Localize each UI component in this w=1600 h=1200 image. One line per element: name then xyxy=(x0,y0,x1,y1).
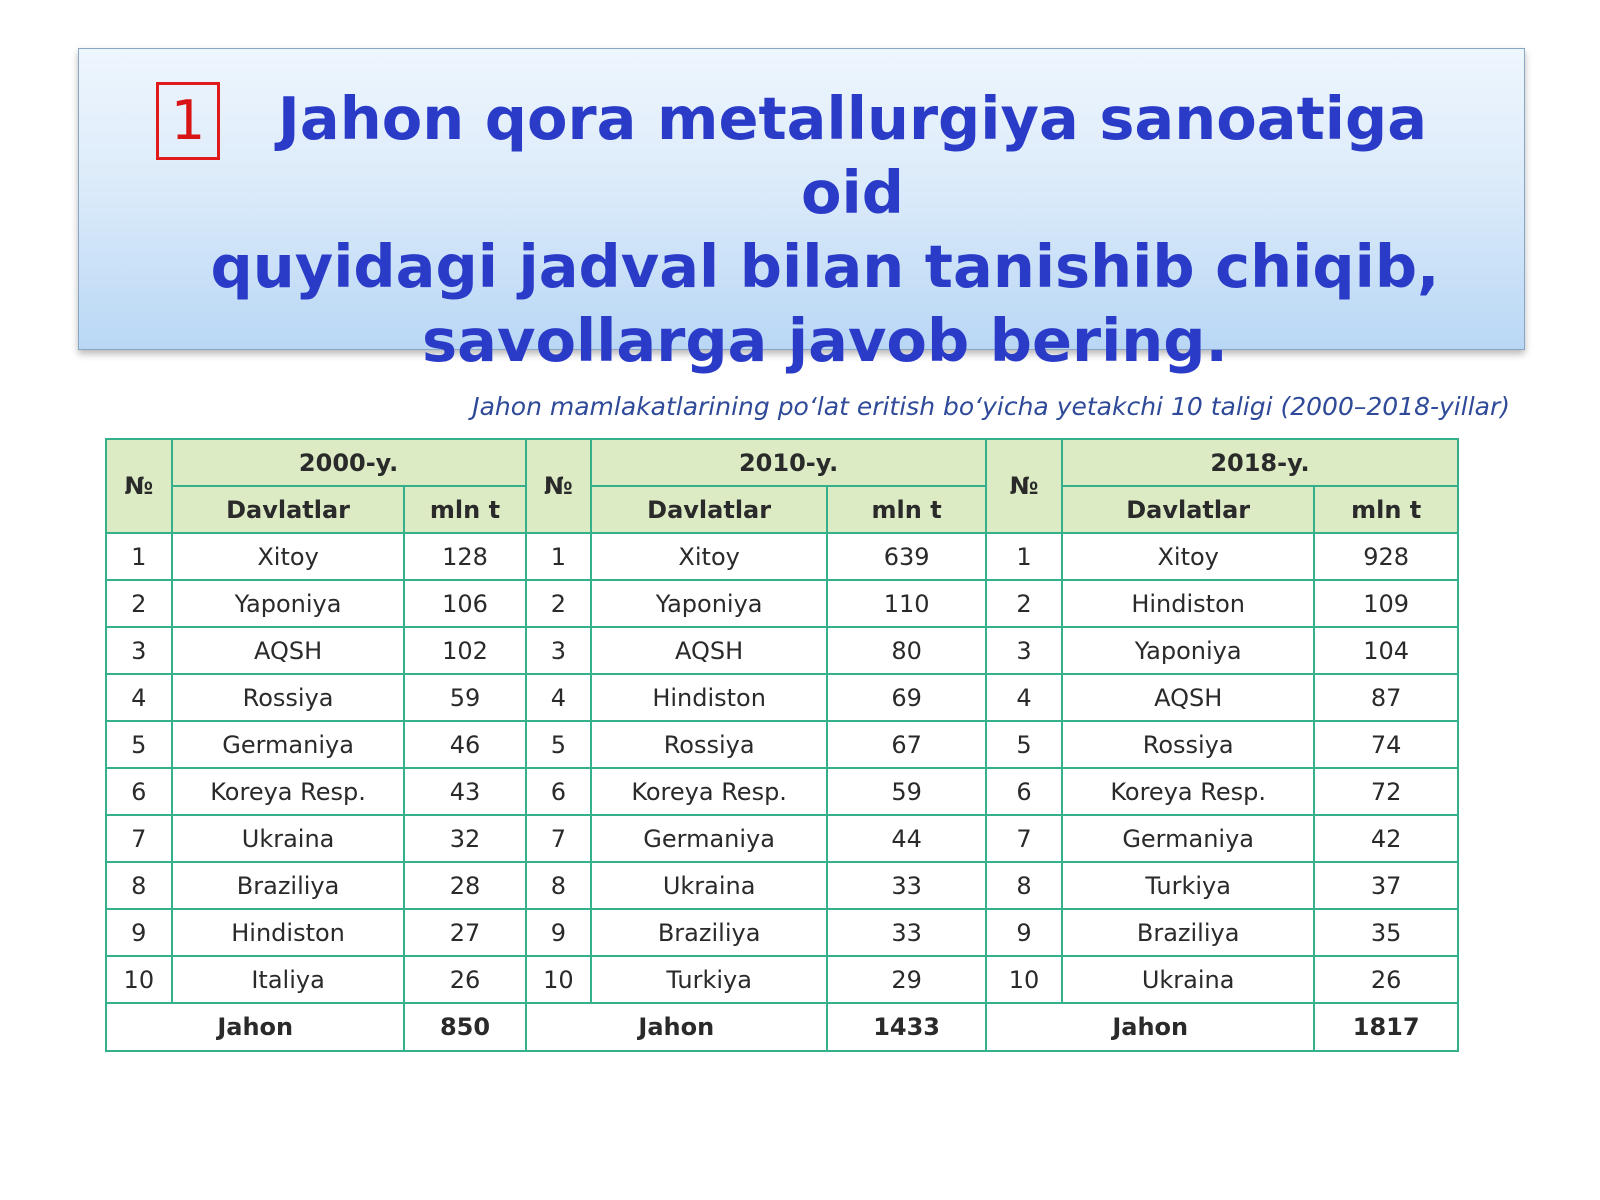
country-cell: Braziliya xyxy=(1062,909,1314,956)
task-title xyxy=(200,82,1450,378)
table-body xyxy=(106,533,1458,1003)
rank-cell: 8 xyxy=(106,862,172,909)
table-row xyxy=(106,956,1458,1003)
rank-cell: 1 xyxy=(526,533,592,580)
num-header: № xyxy=(986,439,1062,533)
country-header: Davlatlar xyxy=(172,486,405,533)
value-cell: 87 xyxy=(1314,674,1458,721)
country-cell: Rossiya xyxy=(591,721,827,768)
country-cell: Koreya Resp. xyxy=(1062,768,1314,815)
rank-cell: 5 xyxy=(986,721,1062,768)
country-cell: Rossiya xyxy=(172,674,405,721)
unit-header: mln t xyxy=(1314,486,1458,533)
country-cell: AQSH xyxy=(172,627,405,674)
country-cell: Germaniya xyxy=(172,721,405,768)
value-cell: 27 xyxy=(404,909,525,956)
value-cell: 106 xyxy=(404,580,525,627)
country-cell: Ukraina xyxy=(172,815,405,862)
year-header: 2018-y. xyxy=(1062,439,1458,486)
country-cell: Koreya Resp. xyxy=(591,768,827,815)
value-cell: 46 xyxy=(404,721,525,768)
rank-cell: 1 xyxy=(986,533,1062,580)
value-cell: 26 xyxy=(1314,956,1458,1003)
table-row xyxy=(106,768,1458,815)
table-row xyxy=(106,580,1458,627)
rank-cell: 10 xyxy=(986,956,1062,1003)
rank-cell: 2 xyxy=(986,580,1062,627)
rank-cell: 2 xyxy=(526,580,592,627)
country-cell: Hindiston xyxy=(172,909,405,956)
task-title-line: savollarga javob bering. xyxy=(422,306,1228,375)
country-cell: Ukraina xyxy=(591,862,827,909)
value-cell: 28 xyxy=(404,862,525,909)
value-cell: 44 xyxy=(827,815,986,862)
rank-cell: 10 xyxy=(106,956,172,1003)
table-row xyxy=(106,721,1458,768)
total-value: 1817 xyxy=(1314,1003,1458,1051)
country-cell: AQSH xyxy=(591,627,827,674)
rank-cell: 8 xyxy=(526,862,592,909)
total-label: Jahon xyxy=(526,1003,828,1051)
value-cell: 128 xyxy=(404,533,525,580)
total-label: Jahon xyxy=(986,1003,1314,1051)
rank-cell: 4 xyxy=(526,674,592,721)
rank-cell: 9 xyxy=(106,909,172,956)
country-cell: Yaponiya xyxy=(172,580,405,627)
steel-table-container xyxy=(105,438,1459,1052)
country-cell: Turkiya xyxy=(591,956,827,1003)
total-value: 850 xyxy=(404,1003,525,1051)
rank-cell: 8 xyxy=(986,862,1062,909)
country-cell: Braziliya xyxy=(172,862,405,909)
table-row xyxy=(106,627,1458,674)
rank-cell: 4 xyxy=(106,674,172,721)
task-title-line: Jahon qora metallurgiya sanoatiga oid xyxy=(277,84,1428,227)
value-cell: 35 xyxy=(1314,909,1458,956)
value-cell: 74 xyxy=(1314,721,1458,768)
country-header: Davlatlar xyxy=(1062,486,1314,533)
unit-header: mln t xyxy=(404,486,525,533)
header-row-years xyxy=(106,439,1458,486)
country-cell: Koreya Resp. xyxy=(172,768,405,815)
rank-cell: 6 xyxy=(986,768,1062,815)
table-row xyxy=(106,674,1458,721)
value-cell: 80 xyxy=(827,627,986,674)
country-cell: Turkiya xyxy=(1062,862,1314,909)
rank-cell: 7 xyxy=(106,815,172,862)
rank-cell: 7 xyxy=(526,815,592,862)
rank-cell: 3 xyxy=(106,627,172,674)
value-cell: 29 xyxy=(827,956,986,1003)
steel-production-table xyxy=(105,438,1459,1052)
value-cell: 67 xyxy=(827,721,986,768)
value-cell: 59 xyxy=(404,674,525,721)
rank-cell: 3 xyxy=(526,627,592,674)
value-cell: 109 xyxy=(1314,580,1458,627)
country-cell: Yaponiya xyxy=(591,580,827,627)
total-value: 1433 xyxy=(827,1003,986,1051)
country-cell: Italiya xyxy=(172,956,405,1003)
rank-cell: 4 xyxy=(986,674,1062,721)
value-cell: 26 xyxy=(404,956,525,1003)
value-cell: 42 xyxy=(1314,815,1458,862)
country-header: Davlatlar xyxy=(591,486,827,533)
value-cell: 110 xyxy=(827,580,986,627)
value-cell: 59 xyxy=(827,768,986,815)
country-cell: Xitoy xyxy=(172,533,405,580)
country-cell: Germaniya xyxy=(1062,815,1314,862)
task-title-line: quyidagi jadval bilan tanishib chiqib, xyxy=(210,232,1440,301)
value-cell: 33 xyxy=(827,909,986,956)
value-cell: 32 xyxy=(404,815,525,862)
rank-cell: 9 xyxy=(526,909,592,956)
value-cell: 639 xyxy=(827,533,986,580)
country-cell: AQSH xyxy=(1062,674,1314,721)
value-cell: 37 xyxy=(1314,862,1458,909)
value-cell: 102 xyxy=(404,627,525,674)
country-cell: Xitoy xyxy=(591,533,827,580)
value-cell: 43 xyxy=(404,768,525,815)
unit-header: mln t xyxy=(827,486,986,533)
rank-cell: 5 xyxy=(106,721,172,768)
table-row xyxy=(106,815,1458,862)
num-header: № xyxy=(526,439,592,533)
table-header xyxy=(106,439,1458,533)
country-cell: Xitoy xyxy=(1062,533,1314,580)
rank-cell: 5 xyxy=(526,721,592,768)
table-row xyxy=(106,533,1458,580)
value-cell: 104 xyxy=(1314,627,1458,674)
num-header: № xyxy=(106,439,172,533)
rank-cell: 3 xyxy=(986,627,1062,674)
country-cell: Germaniya xyxy=(591,815,827,862)
value-cell: 33 xyxy=(827,862,986,909)
country-cell: Yaponiya xyxy=(1062,627,1314,674)
value-cell: 928 xyxy=(1314,533,1458,580)
task-number-badge: 1 xyxy=(156,82,220,160)
table-caption: Jahon mamlakatlarining po‘lat eritish bo‘yicha yetakchi 10 taligi (2000–2018-yillar) xyxy=(472,392,1510,421)
total-row xyxy=(106,1003,1458,1051)
rank-cell: 10 xyxy=(526,956,592,1003)
country-cell: Hindiston xyxy=(1062,580,1314,627)
country-cell: Hindiston xyxy=(591,674,827,721)
value-cell: 72 xyxy=(1314,768,1458,815)
year-header: 2010-y. xyxy=(591,439,986,486)
table-row xyxy=(106,909,1458,956)
rank-cell: 6 xyxy=(526,768,592,815)
country-cell: Ukraina xyxy=(1062,956,1314,1003)
rank-cell: 6 xyxy=(106,768,172,815)
year-header: 2000-y. xyxy=(172,439,526,486)
rank-cell: 2 xyxy=(106,580,172,627)
table-row xyxy=(106,862,1458,909)
header-row-columns xyxy=(106,486,1458,533)
table-footer xyxy=(106,1003,1458,1051)
rank-cell: 9 xyxy=(986,909,1062,956)
country-cell: Rossiya xyxy=(1062,721,1314,768)
rank-cell: 7 xyxy=(986,815,1062,862)
total-label: Jahon xyxy=(106,1003,404,1051)
country-cell: Braziliya xyxy=(591,909,827,956)
rank-cell: 1 xyxy=(106,533,172,580)
value-cell: 69 xyxy=(827,674,986,721)
